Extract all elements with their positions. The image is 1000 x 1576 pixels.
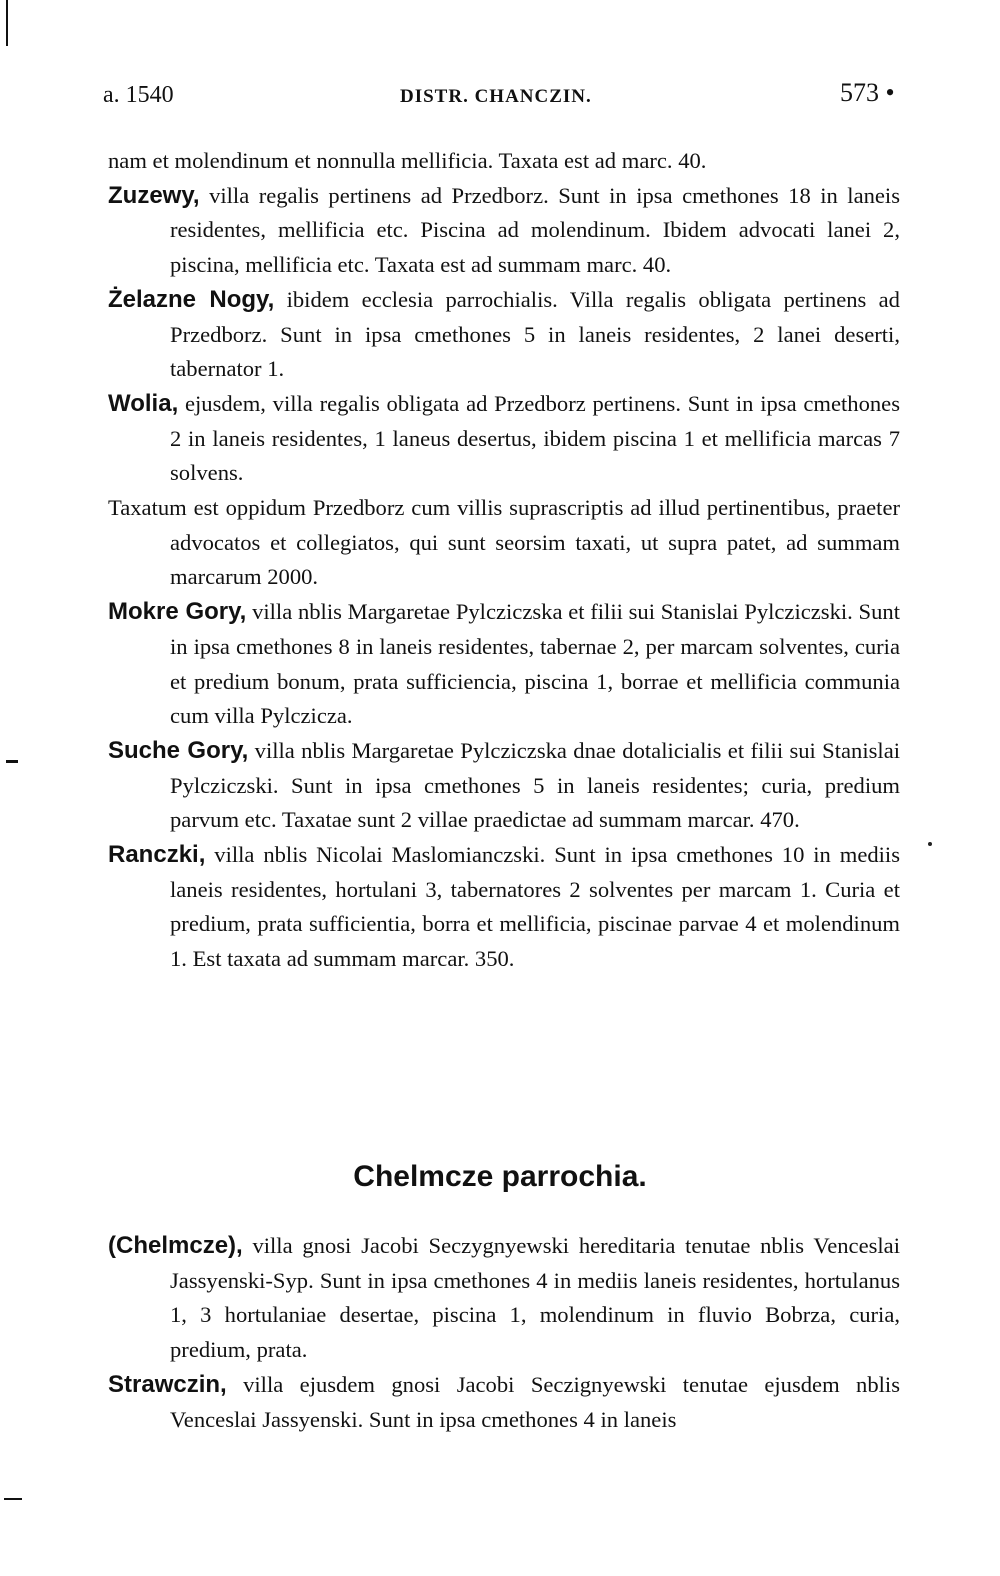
entry-text: villa regalis pertinens ad Przedborz. Sunt in ipsa cmethones 18 in laneis residentes, mellificia etc. Piscina ad molendinum. Ibidem advocati lanei 2, piscina, mellificia etc. Taxata est ad summam marc. 40. [170, 182, 900, 278]
entries-block-1 [108, 144, 900, 977]
entry-text: ibidem ecclesia parrochialis. Villa regalis obligata pertinens ad Przedborz. Sunt in ipsa cmethones 5 in laneis residentes, 2 lanei deserti, tabernator 1. [170, 286, 900, 382]
entries-block-2 [108, 1229, 900, 1437]
entry-suche-gory [108, 734, 900, 838]
section-heading: Chelmcze parrochia. [353, 1160, 647, 1193]
entry-lemma: Strawczin, [108, 1370, 227, 1398]
entry-chelmcze [108, 1229, 900, 1368]
scan-margin-mark [4, 1498, 22, 1500]
entry-lemma: Ranczki, [108, 841, 206, 869]
entry-text: ejusdem, villa regalis obligata ad Przedborz pertinens. Sunt in ipsa cmethones 2 in laneis residentes, 1 laneus desertus, ibidem piscina 1 et mellificia marcas 7 solvens. [170, 390, 900, 486]
entry-taxatum-summary [108, 491, 900, 595]
entry-lemma: Żelazne Nogy, [108, 285, 275, 313]
entry-lemma: (Chelmcze), [108, 1232, 243, 1259]
entry-text: nam et molendinum et nonnulla mellificia. Taxata est ad marc. 40. [108, 148, 707, 173]
header-year: a. 1540 [103, 82, 174, 108]
entry-text: villa ejusdem gnosi Jacobi Seczignyewski tenutae ejusdem nblis Venceslai Jassyenski. Sunt in ipsa cmethones 4 in laneis [170, 1371, 900, 1432]
entry-zuzewy [108, 179, 900, 283]
entry-wolia [108, 387, 900, 491]
entry-lemma: Mokre Gory, [108, 598, 247, 626]
running-header [0, 78, 1000, 118]
scan-speck [928, 842, 932, 846]
entry-text: Taxatum est oppidum Przedborz cum villis suprascriptis ad illud pertinentibus, praeter advocatos et collegiatos, qui sunt seorsim taxati, ut supra patet, ad summam marcarum 2000. [108, 495, 900, 590]
entry-ranczki [108, 838, 900, 977]
entry-strawczin [108, 1368, 900, 1437]
entry-lemma: Wolia, [108, 389, 179, 417]
scan-margin-mark [6, 0, 8, 46]
header-district: DISTR. CHANCZIN. [400, 86, 592, 107]
entry-continuation [108, 144, 900, 179]
entry-text: villa nblis Margaretae Pylcziczska et filii sui Stanislai Pylcziczski. Sunt in ipsa cmethones 8 in laneis residentes, tabernae 2, per marcam solventes, curia et predium bonum, prata sufficiencia, piscina 1, borrae et mellificia communia cum villa Pylczicza. [170, 599, 900, 729]
entry-lemma: Zuzewy, [108, 181, 200, 209]
entry-text: villa nblis Margaretae Pylcziczska dnae dotalicialis et filii sui Stanislai Pylcziczski. Sunt in ipsa cmethones 5 in laneis residentes; curia, predium parvum etc. Taxatae sunt 2 villae praedictae ad summam marcar. 470. [170, 737, 900, 833]
page-number: 573 • [840, 78, 895, 107]
entry-text: villa gnosi Jacobi Seczygnyewski hereditaria tenutae nblis Venceslai Jassyenski-Syp. Sunt in ipsa cmethones 4 in mediis laneis residentes, hortulanus 1, 3 hortulaniae desertae, piscina 1, molendinum in fluvio Bobrza, curia, predium, prata. [170, 1233, 900, 1363]
entry-zelazne-nogy [108, 283, 900, 387]
entry-lemma: Suche Gory, [108, 736, 249, 764]
entry-mokre-gory [108, 595, 900, 734]
entry-text: villa nblis Nicolai Maslomianczski. Sunt in ipsa cmethones 10 in mediis laneis residentes, hortulani 3, tabernatores 2 solventes per marcam 1. Curia et predium, prata sufficientia, borra et mellificia, piscinae parvae 4 et molendinum 1. Est taxata ad summam marcar. 350. [170, 842, 900, 972]
scan-margin-mark [6, 760, 18, 763]
